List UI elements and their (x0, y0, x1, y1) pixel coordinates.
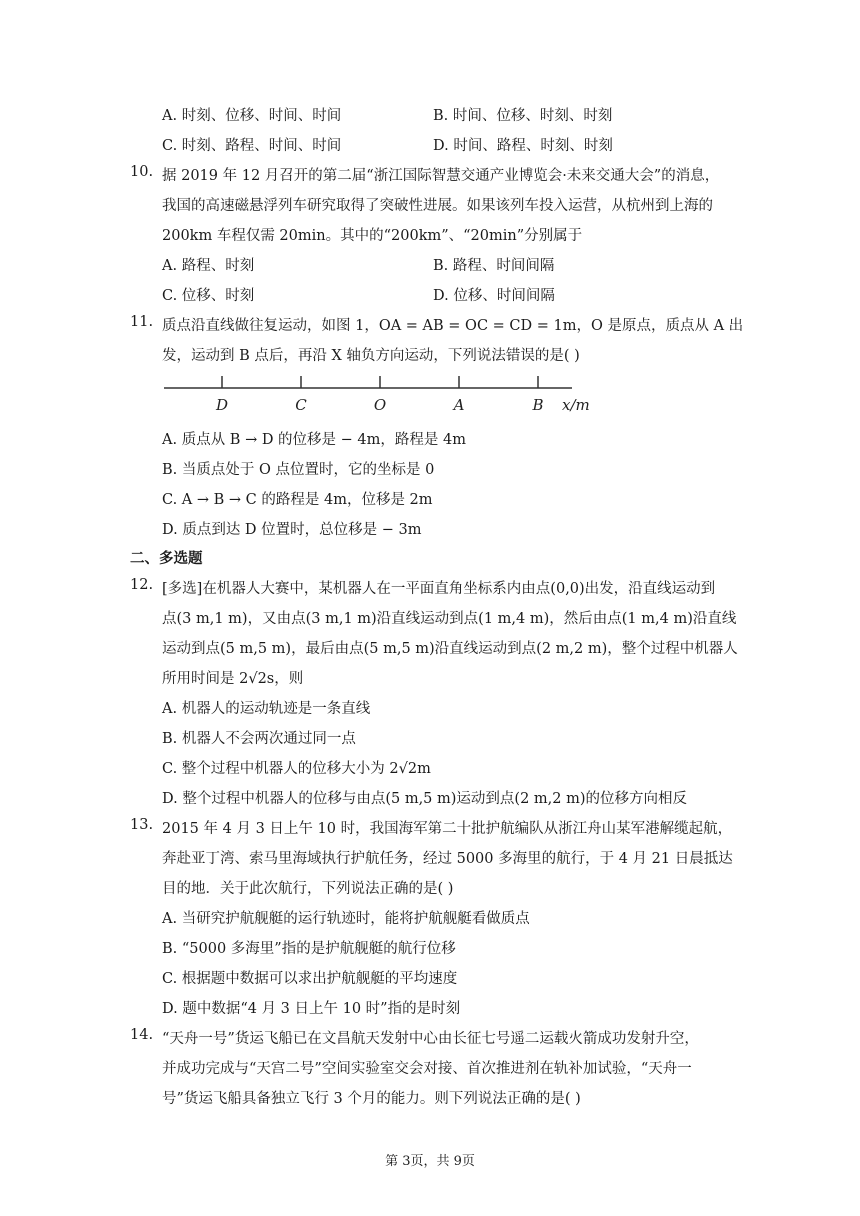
option-a: A. 当研究护航舰艇的运行轨迹时，能将护航舰艇看做质点 (162, 911, 530, 927)
question-text: 据 2019 年 12 月召开的第二届“浙江国际智慧交通产业博览会·未来交通大会”的消息， (162, 168, 720, 184)
question-text: 所用时间是 2√2s，则 (162, 671, 304, 687)
question-text: 我国的高速磁悬浮列车研究取得了突破性进展。如果该列车投入运营，从杭州到上海的 (162, 198, 713, 214)
option-c: C. 位移、时刻 (162, 288, 255, 304)
question-text: 目的地．关于此次航行，下列说法正确的是( ) (162, 881, 454, 897)
number-line-figure (160, 370, 600, 420)
question-text: 运动到点(5 m,5 m)，最后由点(5 m,5 m)沿直线运动到点(2 m,2 m)，整个过程中机器人 (162, 641, 738, 657)
option-b: B. 路程、时间间隔 (433, 258, 555, 274)
option-b: B. 时间、位移、时刻、时刻 (433, 108, 613, 124)
option-a: A. 路程、时刻 (162, 258, 255, 274)
question-text: 发，运动到 B 点后，再沿 X 轴负方向运动，下列说法错误的是( ) (162, 348, 580, 364)
question-number: 10. (130, 164, 154, 180)
point-label-c: C (295, 396, 307, 414)
question-text: “天舟一号”货运飞船已在文昌航天发射中心由长征七号遥二运载火箭成功发射升空， (162, 1031, 699, 1047)
question-text: 2015 年 4 月 3 日上午 10 时，我国海军第二十批护航编队从浙江舟山某军港解缆起航， (162, 821, 733, 837)
point-label-a: A (453, 396, 465, 414)
question-text: 200km 车程仅需 20min。其中的“200km”、“20min”分别属于 (162, 228, 583, 244)
option-d: D. 题中数据“4 月 3 日上午 10 时”指的是时刻 (162, 1001, 461, 1017)
page-footer: 第 3页，共 9页 (385, 1154, 475, 1169)
question-text: 点(3 m,1 m)，又由点(3 m,1 m)沿直线运动到点(1 m,4 m)，然后由点(1 m,4 m)沿直线 (162, 611, 737, 627)
question-text: 奔赴亚丁湾、索马里海域执行护航任务，经过 5000 多海里的航行，于 4 月 21 日晨抵达 (162, 851, 733, 867)
point-label-o: O (373, 396, 387, 414)
option-c: C. 整个过程中机器人的位移大小为 2√2m (162, 761, 431, 777)
question-number: 12. (130, 577, 154, 593)
option-a: A. 时刻、位移、时间、时间 (162, 108, 342, 124)
option-c: C. 根据题中数据可以求出护航舰艇的平均速度 (162, 971, 458, 987)
question-number: 13. (130, 817, 154, 833)
question-text: 质点沿直线做往复运动，如图 1，OA = AB = OC = CD = 1m，O 是原点，质点从 A 出 (162, 318, 744, 334)
question-text: 并成功完成与“天宫二号”空间实验室交会对接、首次推进剂在轨补加试验，“天舟一 (162, 1061, 692, 1077)
question-number: 11. (130, 314, 154, 330)
point-label-d: D (215, 396, 229, 414)
option-c: C. A → B → C 的路程是 4m，位移是 2m (162, 492, 433, 508)
option-a: A. 机器人的运动轨迹是一条直线 (162, 701, 371, 717)
point-label-b: B (532, 396, 544, 414)
option-b: B. 机器人不会两次通过同一点 (162, 731, 356, 747)
option-d: D. 时间、路程、时刻、时刻 (433, 138, 613, 154)
option-d: D. 整个过程中机器人的位移与由点(5 m,5 m)运动到点(2 m,2 m)的位移方向相反 (162, 791, 688, 807)
option-d: D. 位移、时间间隔 (433, 288, 555, 304)
axis-label: x/m (562, 396, 590, 414)
option-d: D. 质点到达 D 位置时，总位移是 − 3m (162, 522, 422, 538)
question-text: 号”货运飞船具备独立飞行 3 个月的能力。则下列说法正确的是( ) (162, 1091, 581, 1107)
option-a: A. 质点从 B → D 的位移是 − 4m，路程是 4m (162, 432, 466, 448)
option-b: B. 当质点处于 O 点位置时，它的坐标是 0 (162, 462, 435, 478)
section-heading: 二、多选题 (130, 550, 203, 567)
question-text: [多选]在机器人大赛中，某机器人在一平面直角坐标系内由点(0,0)出发，沿直线运动到 (162, 581, 716, 597)
question-number: 14. (130, 1027, 154, 1043)
option-b: B. “5000 多海里”指的是护航舰艇的航行位移 (162, 941, 456, 957)
option-c: C. 时刻、路程、时间、时间 (162, 138, 342, 154)
